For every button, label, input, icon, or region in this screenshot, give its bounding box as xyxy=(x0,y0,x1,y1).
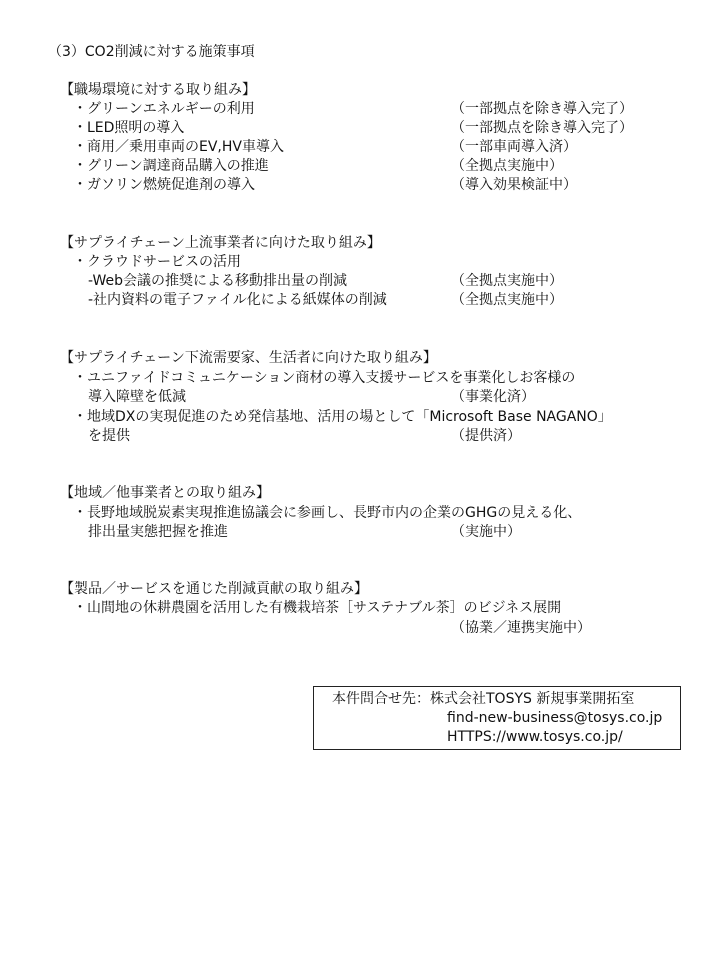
list-item: ・商用／乗用車両のEV,HV車導入 xyxy=(73,139,284,155)
status-text: （提供済） xyxy=(451,428,521,444)
status-text: （実施中） xyxy=(451,524,521,540)
section-heading: 【地域／他事業者との取り組み】 xyxy=(60,485,270,501)
list-item: ・グリーンエネルギーの利用 xyxy=(73,101,255,117)
list-item: ・山間地の休耕農園を活用した有機栽培茶［サステナブル茶］のビジネス展開 xyxy=(73,600,562,616)
list-item: ・ガソリン燃焼促進剤の導入 xyxy=(73,177,255,193)
contact-url[interactable]: HTTPS://www.tosys.co.jp/ xyxy=(447,729,623,745)
contact-label: 本件問合せ先：株式会社TOSYS 新規事業開拓室 xyxy=(332,691,635,707)
section-heading: 【サプライチェーン下流需要家、生活者に向けた取り組み】 xyxy=(60,350,437,366)
status-text: （一部拠点を除き導入完了） xyxy=(451,101,633,117)
contact-email[interactable]: find-new-business@tosys.co.jp xyxy=(447,710,663,726)
status-text: （一部車両導入済） xyxy=(451,139,577,155)
status-text: （一部拠点を除き導入完了） xyxy=(451,120,633,136)
section-heading: 【サプライチェーン上流事業者に向けた取り組み】 xyxy=(60,235,381,251)
list-item: ・長野地域脱炭素実現推進協議会に参画し、長野市内の企業のGHGの見える化、 xyxy=(73,505,582,521)
list-item-continuation: を提供 xyxy=(88,428,130,444)
list-subitem: -Web会議の推奨による移動排出量の削減 xyxy=(88,273,348,289)
status-text: （導入効果検証中） xyxy=(451,177,577,193)
list-item: ・ユニファイドコミュニケーション商材の導入支援サービスを事業化しお客様の xyxy=(73,370,576,386)
section-heading: 【製品／サービスを通じた削減貢献の取り組み】 xyxy=(60,581,368,597)
section-heading: 【職場環境に対する取り組み】 xyxy=(60,82,256,98)
status-text: （全拠点実施中） xyxy=(451,273,563,289)
status-text: （協業／連携実施中） xyxy=(451,620,591,636)
list-item: ・LED照明の導入 xyxy=(73,120,185,136)
status-text: （全拠点実施中） xyxy=(451,292,563,308)
contact-box xyxy=(313,686,681,750)
list-item: ・地域DXの実現促進のため発信基地、活用の場として「Microsoft Base NAGANO」 xyxy=(73,409,612,425)
list-item: ・グリーン調達商品購入の推進 xyxy=(73,158,269,174)
list-item-continuation: 排出量実態把握を推進 xyxy=(88,524,228,540)
list-item-continuation: 導入障壁を低減 xyxy=(88,389,186,405)
list-item: ・クラウドサービスの活用 xyxy=(73,254,241,270)
page-title: （3）CO2削減に対する施策事項 xyxy=(48,44,255,60)
list-subitem: -社内資料の電子ファイル化による紙媒体の削減 xyxy=(88,292,387,308)
status-text: （事業化済） xyxy=(451,389,535,405)
status-text: （全拠点実施中） xyxy=(451,158,563,174)
